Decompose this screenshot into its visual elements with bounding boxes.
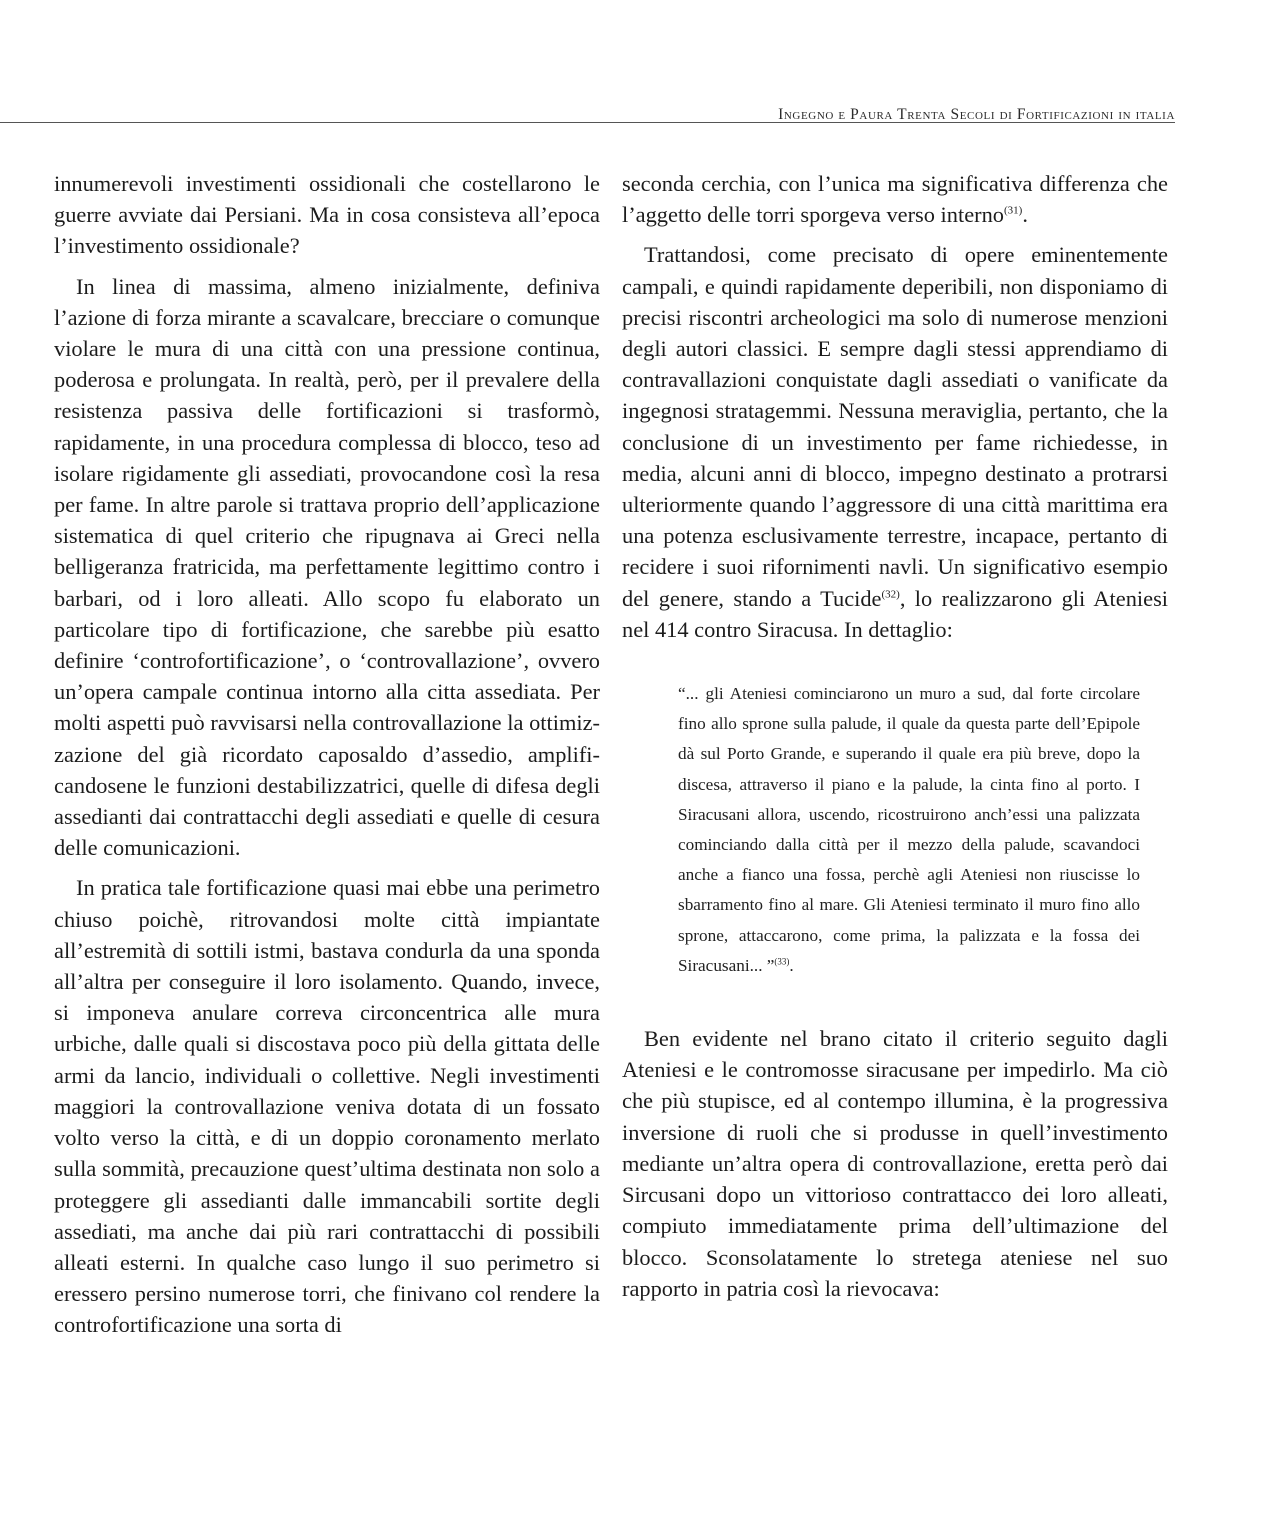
quote-end: . (789, 955, 794, 975)
footnote-ref: (32) (881, 588, 900, 601)
paragraph-text: Trattandosi, come precisato di opere eminentemente campali, e quindi rapidamente deperibili, non disponiamo di precisi riscontri archeologici ma solo di numerose menzioni degli autori classici. E sempre dagli stessi apprendiamo di contravallazioni conquistate dagli assediati o vanificate da ingegnosi stratagemmi. Nessuna meraviglia, pertanto, che la conclusione di un investimento per fame richiedesse, in media, alcuni anni di blocco, impegno destinato a protrarsi ulteriormente quando l’aggressore di una città marittima era una potenza esclusivamente terrestre, incapace, pertanto di recidere i suoi rifornimenti navli. Un significativo esempio del genere, stando a Tucide (622, 242, 1168, 611)
paragraph: In linea di massima, almeno inizialmente, definiva l’azione di forza mirante a scavalcare, brecciare o comunque violare le mura di una città con una pressione continua, poderosa e prolungata. In realtà, però, per il prevalere della resistenza passiva delle fortificazioni si trasformò, rapidamente, in una procedura complessa di blocco, teso ad isolare rigidamente gli assediati, provocandone così la resa per fame. In altre parole si trattava proprio dell’applicazione sistematica di quel criterio che ripugnava ai Greci nella belligeranza fratricida, ma perfettamente legittimo contro i barbari, od i loro alleati. Allo scopo fu elaborato un particolare tipo di fortificazione, che sarebbe più esatto definire ‘controfortificazione’, o ‘controvallazione’, ovvero un’opera campale continua intorno alla citta assediata. Per molti aspetti può ravvisarsi nella controvallazione la ottimizzazione del già ricordato caposaldo d’assedio, amplificandosene le funzioni destabilizzatrici, quelle di difesa degli assedianti dai contrattacchi degli assediati e quelle di cesura delle comunicazioni. (54, 273, 600, 861)
paragraph-continuation: innumerevoli investimenti ossidionali che costellarono le guerre avviate dai Persiani. Ma in cosa consisteva all’epoca l’investimento ossidionale? (54, 171, 600, 259)
right-column (622, 168, 1168, 1304)
paragraph (622, 239, 1168, 645)
running-header: Ingegno e Paura Trenta Secoli di Fortificazioni in italia (778, 106, 1175, 123)
paragraph-text: seconda cerchia, con l’unica ma significativa differenza che l’aggetto delle torri sporgeva verso interno (622, 171, 1168, 228)
block-quote (678, 679, 1140, 981)
header-rule (0, 122, 1175, 123)
paragraph-end: . (1022, 202, 1028, 228)
paragraph-continuation (622, 168, 1168, 230)
left-column (54, 168, 600, 1341)
paragraph: Ben evidente nel brano citato il criterio seguito dagli Ateniesi e le contromosse siracusane per impedirlo. Ma ciò che più stupisce, ed al contempo illumina, è la progressiva inversione di ruoli che si produsse in quell’investimento mediante un’altra opera di controvallazione, eretta però dai Sircusani dopo un vittorioso contrattacco dei loro alleati, compiuto immediatamente prima dell’ultimazione del blocco. Sconsolatamente lo stretega ateniese nel suo rapporto in patria così la rievocava: (622, 1026, 1168, 1301)
footnote-ref: (33) (774, 956, 790, 967)
paragraph-end: , lo realizzarono gli Ateniesi nel 414 contro Siracusa. In dettaglio: (622, 585, 1168, 642)
paragraph: In pratica tale fortificazione quasi mai ebbe una perimetro chiuso poichè, ritrovandosi molte città impiantate all’estremità di sottili istmi, bastava condurla da una sponda all’altra per conseguire il loro isolamento. Quando, invece, si imponeva anulare correva circoncentrica alle mura urbiche, dalle quali si discostava poco più della gittata delle armi da lancio, individuali o collettive. Negli investimenti maggiori la controvallazione veniva dotata di un fossato volto verso la città, e di un doppio coronamento merlato sulla sommità, precauzione quest’ultima destinata non solo a proteggere gli assedianti dalle immancabili sortite degli assediati, ma anche dai più rari contrattacchi di possibili alleati esterni. In qualche caso lungo il suo perimetro si eressero persino numerose torri, che finivano col rendere la controfortificazione una sorta di (54, 875, 600, 1338)
footnote-ref: (31) (1003, 204, 1023, 217)
quote-text: “... gli Ateniesi cominciarono un muro a sud, dal forte circolare fino allo sprone sulla palude, il quale da questa parte dell’Epipole dà sul Porto Grande, e superando il quale era più breve, dopo la discesa, attraverso il piano e la palude, la cinta fino al porto. I Siracusani allora, uscendo, ricostruirono anch’essi una palizzata cominciando dalla città per il mezzo della palude, scavandoci anche a fianco una fossa, perchè agli Ateniesi non riuscisse lo sbarramento fino al mare. Gli Ateniesi terminato il muro fino allo sprone, attaccarono, come prima, la palizzata e la fossa dei Siracusani... ” (678, 684, 1140, 975)
